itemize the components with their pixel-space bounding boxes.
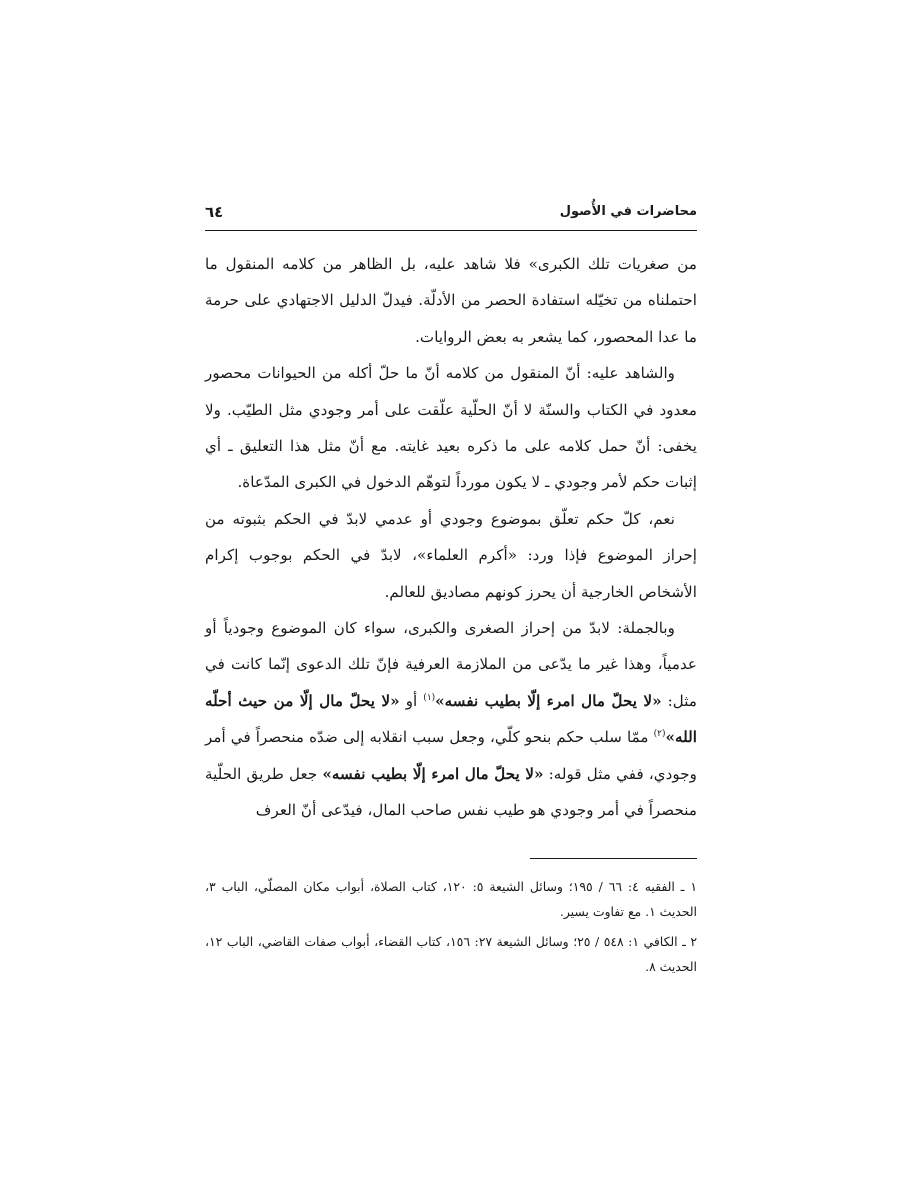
paragraph-4: [205, 610, 697, 828]
paragraph-4-text: أو: [399, 691, 424, 710]
hadith-quote-2: «لا يحلّ مال إلّا من حيث أحلّه الله»: [205, 691, 697, 747]
header-divider: [205, 230, 697, 231]
running-header: [205, 201, 697, 227]
paragraph-4-text: وبالجملة: لابدّ من إحراز الصغرى والكبرى، سواء كان الموضوع وجودياً أو عدمياً، وهذا غير ما يدّعى من الملازمة العرفية فإنّ تلك الدعوى إنّما كانت في مثل:: [205, 619, 697, 710]
footnote-ref-2[interactable]: (٢): [653, 729, 666, 740]
footnote-1: ١ ـ الفقيه ٤: ٦٦ / ١٩٥؛ وسائل الشيعة ٥: ١٢٠، كتاب الصلاة، أبواب مكان المصلّي، الباب ٣، الحديث ١. مع تفاوت يسير.: [205, 879, 697, 919]
footnote-ref-1[interactable]: (١): [423, 692, 436, 703]
footnote-2: ٢ ـ الكافي ١: ٥٤٨ / ٢٥؛ وسائل الشيعة ٢٧: ١٥٦، كتاب القضاء، أبواب صفات القاضي، الباب ١٢، الحديث ٨.: [205, 934, 697, 974]
paragraph-2: والشاهد عليه: أنّ المنقول من كلامه أنّ ما حلّ أكله من الحيوانات محصور معدود في الكتاب والسنّة لا أنّ الحلّية علّقت على أمر وجودي مثل الطيّب. ولا يخفى: أنّ حمل كلامه على ما ذكره بعيد غايته. مع أنّ مثل هذا التعليق ـ أي إثبات حكم لأمر وجودي ـ لا يكون مورداً لتوهّم الدخول في الكبرى المدّعاة.: [205, 364, 697, 492]
running-header-title: محاضرات في الأُصول: [559, 204, 697, 219]
hadith-quote-3: «لا يحلّ مال امرء إلّا بطيب نفسه»: [322, 764, 544, 783]
paragraph-4-text: ممّا سلب حكم بنحو كلّي، وجعل سبب انقلابه إلى ضدّه منحصراً في أمر وجودي، ففي مثل قوله:: [205, 728, 698, 783]
body-text: [205, 246, 697, 829]
page-number: ٦٤: [205, 203, 224, 221]
footnotes: [205, 874, 697, 984]
paragraph-3: نعم، كلّ حكم تعلّق بموضوع وجودي أو عدمي لابدّ في الحكم بثبوته من إحراز الموضوع فإذا ورد: «أكرم العلماء»، لابدّ في الحكم بوجوب إكرام الأشخاص الخارجية أن يحرز كونهم مصاديق للعالم.: [205, 509, 697, 601]
paragraph-1: من صغريات تلك الكبرى» فلا شاهد عليه، بل الظاهر من كلامه المنقول ما احتملناه من تخيّله استفادة الحصر من الأدلّة. فيدلّ الدليل الاجتهادي على حرمة ما عدا المحصور، كما يشعر به بعض الروايات.: [205, 255, 697, 346]
paragraph-4-text: جعل طريق الحلّية منحصراً في أمر وجودي هو طيب نفس صاحب المال، فيدّعى أنّ العرف: [205, 764, 697, 820]
hadith-quote-1: «لا يحلّ مال امرء إلّا بطيب نفسه»: [435, 691, 662, 710]
footnote-divider: [530, 858, 697, 859]
